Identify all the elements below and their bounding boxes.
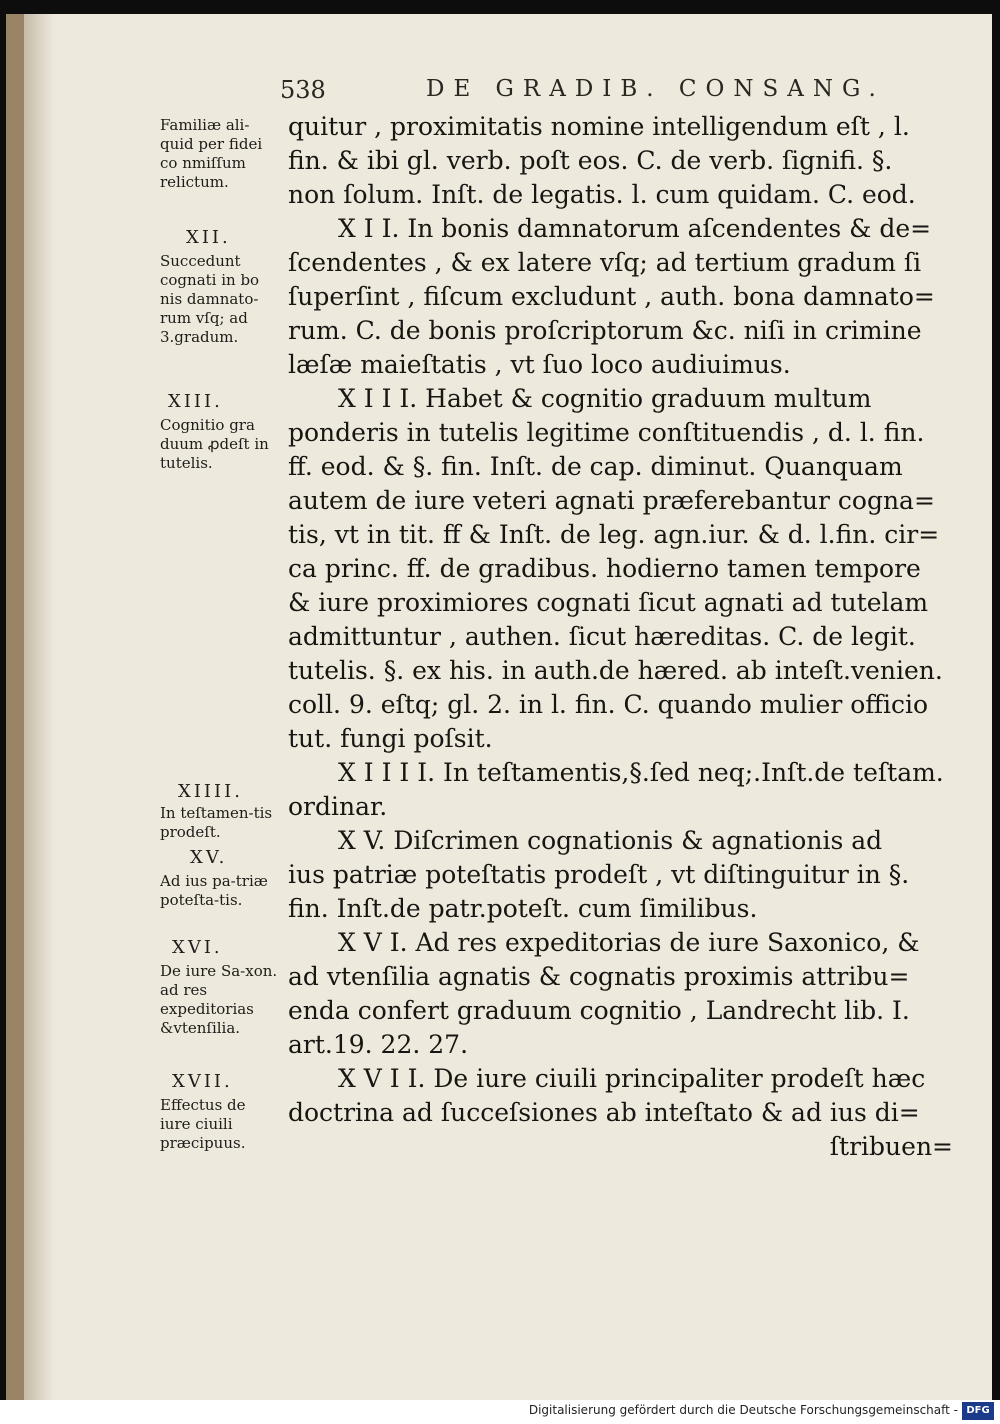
margin-note-text: Ad ius pa-triæ poteſta-tis.	[160, 872, 268, 909]
text-line: X I I I I. In teſtamentis,§.ſed neq;.Inſt.de teſtam.	[338, 758, 944, 787]
margin-note	[160, 804, 278, 842]
text-line: tut. fungi poſsit.	[288, 724, 493, 753]
margin-note-number: XVI.	[172, 937, 223, 958]
text-line: ſcendentes , & ex latere vſq; ad tertium gradum ſi	[288, 248, 922, 277]
text-line: X I I. In bonis damnatorum aſcendentes & de=	[338, 214, 932, 243]
margin-note-number: XV.	[190, 847, 228, 868]
margin-note-number: XII.	[186, 227, 231, 248]
margin-note-number: XIII.	[168, 391, 223, 412]
text-line: non ſolum. Inſt. de legatis. l. cum quidam. C. eod.	[288, 180, 916, 209]
text-line: & iure proximiores cognati ſicut agnati ad tutelam	[288, 588, 929, 617]
text-line: art.19. 22. 27.	[288, 1030, 469, 1059]
text-line: ius patriæ poteſtatis prodeſt , vt diſtinguitur in §.	[288, 860, 910, 889]
margin-note	[186, 228, 231, 247]
text-line: fin. & ibi gl. verb. poſt eos. C. de verb. ſignifi. §.	[288, 146, 893, 175]
margin-note	[178, 782, 243, 801]
footer	[0, 1400, 1000, 1424]
text-line: coll. 9. eſtq; gl. 2. in l. fin. C. quando mulier officio	[288, 690, 929, 719]
margin-note-text: Succedunt cognati in bo nis damnato-rum vſq; ad 3.gradum.	[160, 252, 260, 346]
margin-note	[160, 1096, 270, 1153]
text-line: rum. C. de bonis proſcriptorum &c. niſi in crimine	[288, 316, 922, 345]
text-line: autem de iure veteri agnati præferebantur cogna=	[288, 486, 935, 515]
text-line: X V. Diſcrimen cognationis & agnationis ad	[338, 826, 883, 855]
text-line: ca princ. ff. de gradibus. hodierno tamen tempore	[288, 554, 921, 583]
text-line: tutelis. §. ex his. in auth.de hæred. ab inteſt.venien.	[288, 656, 943, 685]
margin-note	[172, 938, 223, 957]
margin-note	[160, 872, 278, 910]
dfg-logo: DFG	[962, 1402, 994, 1420]
text-line: ſuperſint , fiſcum excludunt , auth. bona damnato=	[288, 282, 935, 311]
text-line: enda confert graduum cognitio , Landrecht lib. I.	[288, 996, 910, 1025]
text-line: ſtribuen=	[829, 1132, 953, 1161]
main-text	[288, 110, 953, 1164]
text-line: doctrina ad ſucceſsiones ab inteſtato & ad ius di=	[288, 1098, 920, 1127]
text-line: X I I I. Habet & cognitio graduum multum	[338, 384, 872, 413]
margin-note	[160, 962, 280, 1038]
text-line: ordinar.	[288, 792, 388, 821]
margin-note-number: XIIII.	[178, 781, 243, 802]
text-line: admittuntur , authen. ſicut hæreditas. C. de legit.	[288, 622, 916, 651]
margin-note	[160, 116, 278, 192]
text-line: ad vtenſilia agnatis & cognatis proximis attribu=	[288, 962, 910, 991]
text-line: X V I. Ad res expeditorias de iure Saxonico, &	[338, 928, 920, 957]
text-line: fin. Inſt.de patr.poteſt. cum ſimilibus.	[288, 894, 758, 923]
margin-note-text: Cognitio gra duum ꝓdeſt in tutelis.	[160, 416, 269, 472]
text-line: quitur , proximitatis nomine intelligendum eſt , l.	[288, 112, 910, 141]
margin-note	[160, 416, 280, 473]
page-header	[276, 76, 916, 106]
margin-note-text: In teſtamen-tis prodeſt.	[160, 804, 273, 841]
text-line: tis, vt in tit. ff & Inſt. de leg. agn.iur. & d. l.fin. cir=	[288, 520, 940, 549]
text-line: ponderis in tutelis legitime conſtituendis , d. l. fin.	[288, 418, 925, 447]
text-line: læſæ maieſtatis , vt ſuo loco audiuimus.	[288, 350, 791, 379]
margin-note-text: De iure Sa-xon. ad res expeditorias &vtenſilia.	[160, 962, 278, 1037]
margin-note	[190, 848, 227, 867]
text-line: X V I I. De iure ciuili principaliter prodeſt hæc	[338, 1064, 926, 1093]
margin-note-number: XVII.	[172, 1071, 233, 1092]
margin-note-text: Familiæ ali-quid per fidei co nmiſſum relictum.	[160, 116, 263, 191]
text-line: ff. eod. & §. fin. Inſt. de cap. diminut. Quanquam	[288, 452, 903, 481]
margin-note	[172, 1072, 233, 1091]
margin-note	[168, 392, 223, 411]
footer-text: Digitalisierung gefördert durch die Deutsche Forschungsgemeinschaft -	[528, 1403, 958, 1417]
margin-note-text: Effectus de iure ciuili præcipuus.	[160, 1096, 246, 1152]
running-head: DE GRADIB. CONSANG.	[426, 76, 885, 102]
page-number: 538	[280, 76, 326, 104]
margin-note	[160, 252, 280, 347]
